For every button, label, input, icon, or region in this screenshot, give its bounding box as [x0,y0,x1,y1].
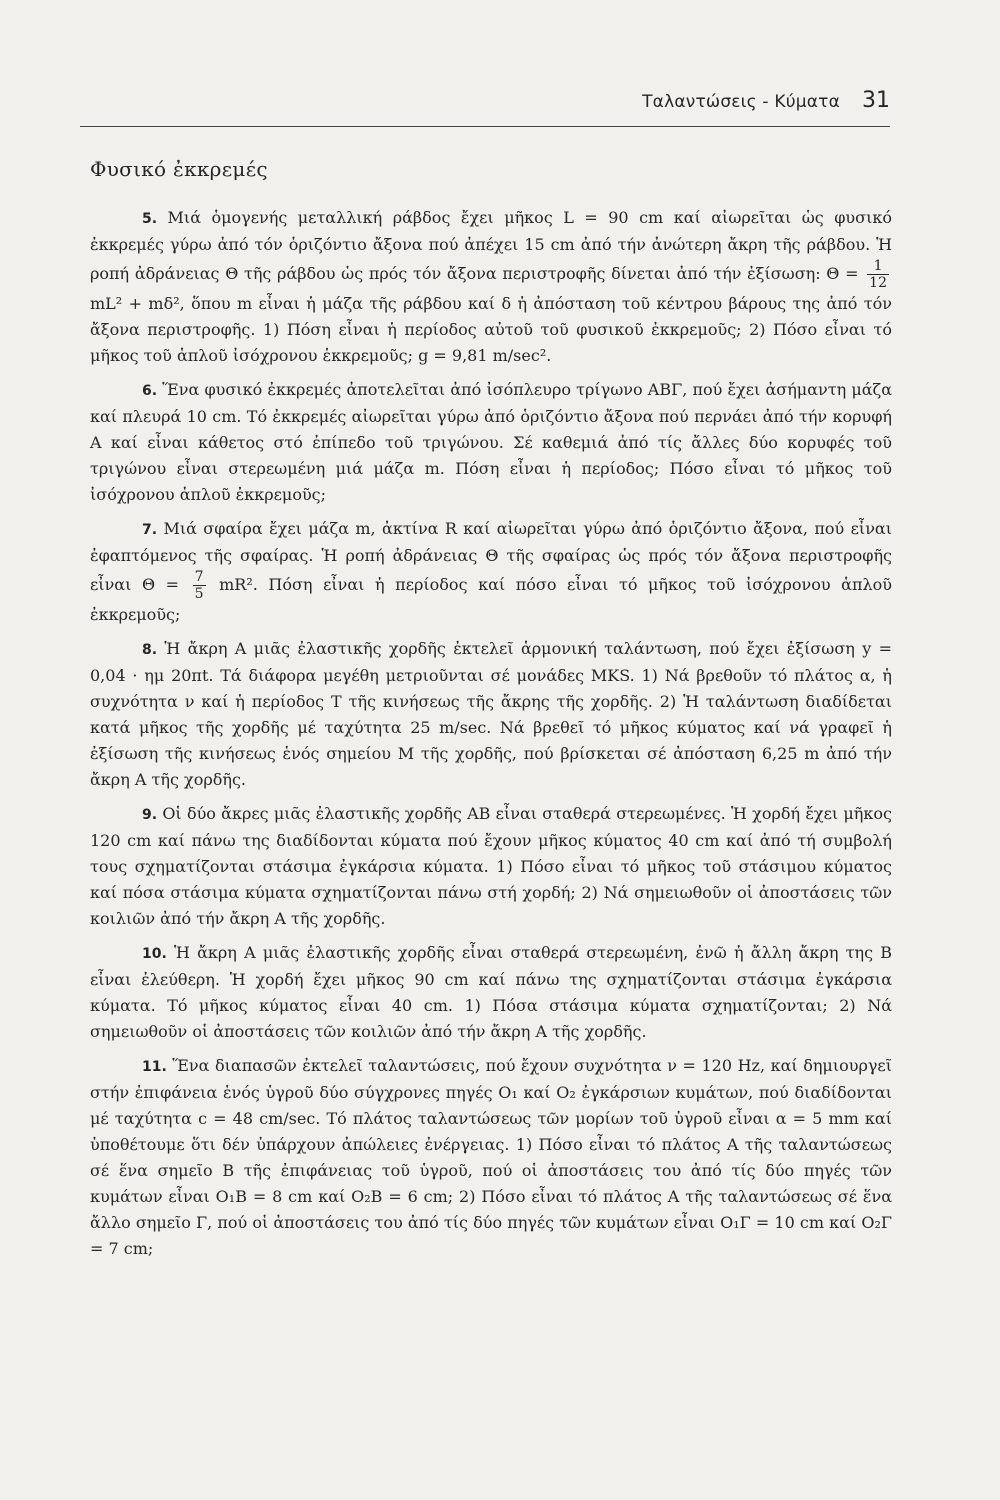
problem-11 [90,1053,892,1262]
problem-number: 9. [142,807,158,823]
fraction-numerator: 1 [873,258,883,274]
header-rule [80,126,890,127]
fraction-denominator: 12 [869,275,887,291]
problem-text: Μιά ὁμογενής μεταλλική ράβδος ἔχει μῆκος L = 90 cm καί αἰωρεῖται ὡς φυσικό ἐκκρεμές γύρω ἀπό τόν ὁριζόντιο ἄξονα πού ἀπέχει 15 cm ἀπό τήν ἀνώτερη ἄκρη τῆς ράβδου. Ἡ ροπή ἀδράνειας Θ τῆς ράβδου ὡς πρός τόν ἄξονα περιστροφῆς δίνεται ἀπό τήν ἐξίσωση: Θ = [90,208,892,283]
problem-text: Οἱ δύο ἄκρες μιᾶς ἐλαστικῆς χορδῆς ΑΒ εἶναι σταθερά στερεωμένες. Ἡ χορδή ἔχει μῆκος 120 cm καί πάνω της διαδίδονται κύματα πού ἔχουν μῆκος κύματος 40 cm καί ἀπό τή συμβολή τους σχηματίζονται στάσιμα ἐγκάρσια κύματα. 1) Πόσο εἶναι τό μῆκος τοῦ στάσιμου κύματος καί πόσα στάσιμα κύματα σχηματίζονται πάνω στή χορδή; 2) Νά σημειωθοῦν οἱ ἀποστάσεις τῶν κοιλιῶν ἀπό τήν ἄκρη Α τῆς χορδῆς. [90,804,892,928]
problem-text: mR². Πόση εἶναι ἡ περίοδος καί πόσο εἶναι τό μῆκος τοῦ ἰσόχρονου ἁπλοῦ ἐκκρεμοῦς; [90,575,893,624]
fraction-denominator: 5 [194,586,204,602]
fraction-seven-fifths [193,569,206,602]
problem-text: Μιά σφαίρα ἔχει μάζα m, ἀκτίνα R καί αἰωρεῖται γύρω ἀπό ὁριζόντιο ἄξονα, πού εἶναι ἐφαπτόμενος τῆς σφαίρας. Ἡ ροπή ἀδράνειας Θ τῆς σφαίρας ὡς πρός τόν ἄξονα περιστροφῆς εἶναι Θ = [90,519,892,594]
problem-text: Ἡ ἄκρη Α μιᾶς ἐλαστικῆς χορδῆς εἶναι σταθερά στερεωμένη, ἐνῶ ἡ ἄλλη ἄκρη της Β εἶναι ἐλεύθερη. Ἡ χορδή ἔχει μῆκος 90 cm καί πάνω της σχηματίζονται στάσιμα ἐγκάρσια κύματα. Τό μῆκος κύματος εἶναι 40 cm. 1) Πόσα στάσιμα κύματα σχηματίζονται; 2) Νά σημειωθοῦν οἱ ἀποστάσεις τῶν κοιλιῶν ἀπό τήν ἄκρη Α τῆς χορδῆς. [90,943,892,1041]
problem-text: Ἡ ἄκρη Α μιᾶς ἐλαστικῆς χορδῆς ἐκτελεῖ ἁρμονική ταλάντωση, πού ἔχει ἐξίσωση y = 0,04 · ημ 20πt. Τά διάφορα μεγέθη μετριοῦνται σέ μονάδες MKS. 1) Νά βρεθοῦν τό πλάτος α, ἡ συχνότητα ν καί ἡ περίοδος Τ τῆς κινήσεως τῆς ἄκρης τῆς χορδῆς. 2) Ἡ ταλάντωση διαδίδεται κατά μῆκος τῆς χορδῆς μέ ταχύτητα 25 m/sec. Νά βρεθεῖ τό μῆκος κύματος καί νά γραφεῖ ἡ ἐξίσωση τῆς κινήσεως ἑνός σημείου Μ τῆς χορδῆς, πού βρίσκεται σέ ἀπόσταση 6,25 m ἀπό τήν ἄκρη Α τῆς χορδῆς. [90,639,892,789]
page-number: 31 [862,88,890,113]
problem-text: Ἕνα φυσικό ἐκκρεμές ἀποτελεῖται ἀπό ἰσόπλευρο τρίγωνο ΑΒΓ, πού ἔχει ἀσήμαντη μάζα καί πλευρά 10 cm. Τό ἐκκρεμές αἰωρεῖται γύρω ἀπό ὁριζόντιο ἄξονα πού περνάει ἀπό τήν κορυφή Α καί εἶναι κάθετος στό ἐπίπεδο τοῦ τριγώνου. Σέ καθεμιά ἀπό τίς ἄλλες δύο κορυφές τοῦ τριγώνου εἶναι στερεωμένη μιά μάζα m. Πόση εἶναι ἡ περίοδος; Πόσο εἶναι τό μῆκος τοῦ ἰσόχρονου ἁπλοῦ ἐκκρεμοῦς; [90,380,892,504]
problem-10 [90,940,892,1045]
problem-number: 10. [142,946,167,962]
fraction-one-twelfth [867,258,889,291]
problem-9 [90,801,892,932]
problem-8 [90,636,892,793]
problem-6 [90,377,892,508]
header-title: Ταλαντώσεις - Κύματα [642,92,840,112]
problem-text: Ἕνα διαπασῶν ἐκτελεῖ ταλαντώσεις, πού ἔχουν συχνότητα ν = 120 Hz, καί δημιουργεῖ στήν ἐπιφάνεια ἑνός ὑγροῦ δύο σύγχρονες πηγές Ο₁ καί Ο₂ ἐγκάρσιων κυμάτων, πού διαδίδονται μέ ταχύτητα c = 48 cm/sec. Τό πλάτος ταλαντώσεως τῶν μορίων τοῦ ὑγροῦ εἶναι α = 5 mm καί ὑποθέτουμε ὅτι δέν ὑπάρχουν ἀπώλειες ἐνέργειας. 1) Πόσο εἶναι τό πλάτος Α τῆς ταλαντώσεως σέ ἕνα σημεῖο Β τῆς ἐπιφάνειας τοῦ ὑγροῦ, πού οἱ ἀποστάσεις του ἀπό τίς δύο πηγές τῶν κυμάτων εἶναι Ο₁Β = 8 cm καί Ο₂Β = 6 cm; 2) Πόσο εἶναι τό πλάτος Α τῆς ταλαντώσεως σέ ἕνα ἄλλο σημεῖο Γ, πού οἱ ἀποστάσεις του ἀπό τίς δύο πηγές τῶν κυμάτων εἶναι Ο₁Γ = 10 cm καί Ο₂Γ = 7 cm; [90,1056,892,1258]
problem-number: 11. [142,1059,167,1075]
problem-text: mL² + mδ², ὅπου m εἶναι ἡ μάζα τῆς ράβδου καί δ ἡ ἀπόσταση τοῦ κέντρου βάρους της ἀπό τόν ἄξονα περιστροφῆς. 1) Πόση εἶναι ἡ περίοδος αὐτοῦ τοῦ φυσικοῦ ἐκκρεμοῦς; 2) Πόσο εἶναι τό μῆκος τοῦ ἁπλοῦ ἰσόχρονου ἐκκρεμοῦς; g = 9,81 m/sec². [90,294,892,365]
problem-number: 5. [142,211,158,227]
problem-number: 7. [142,522,158,538]
fraction-numerator: 7 [194,569,204,585]
problem-5 [90,205,892,369]
section-title: Φυσικό ἐκκρεμές [90,157,268,181]
problem-number: 6. [142,383,158,399]
problems-list [90,205,892,1270]
problem-7 [90,516,892,628]
problem-number: 8. [142,642,158,658]
running-header [80,88,890,118]
